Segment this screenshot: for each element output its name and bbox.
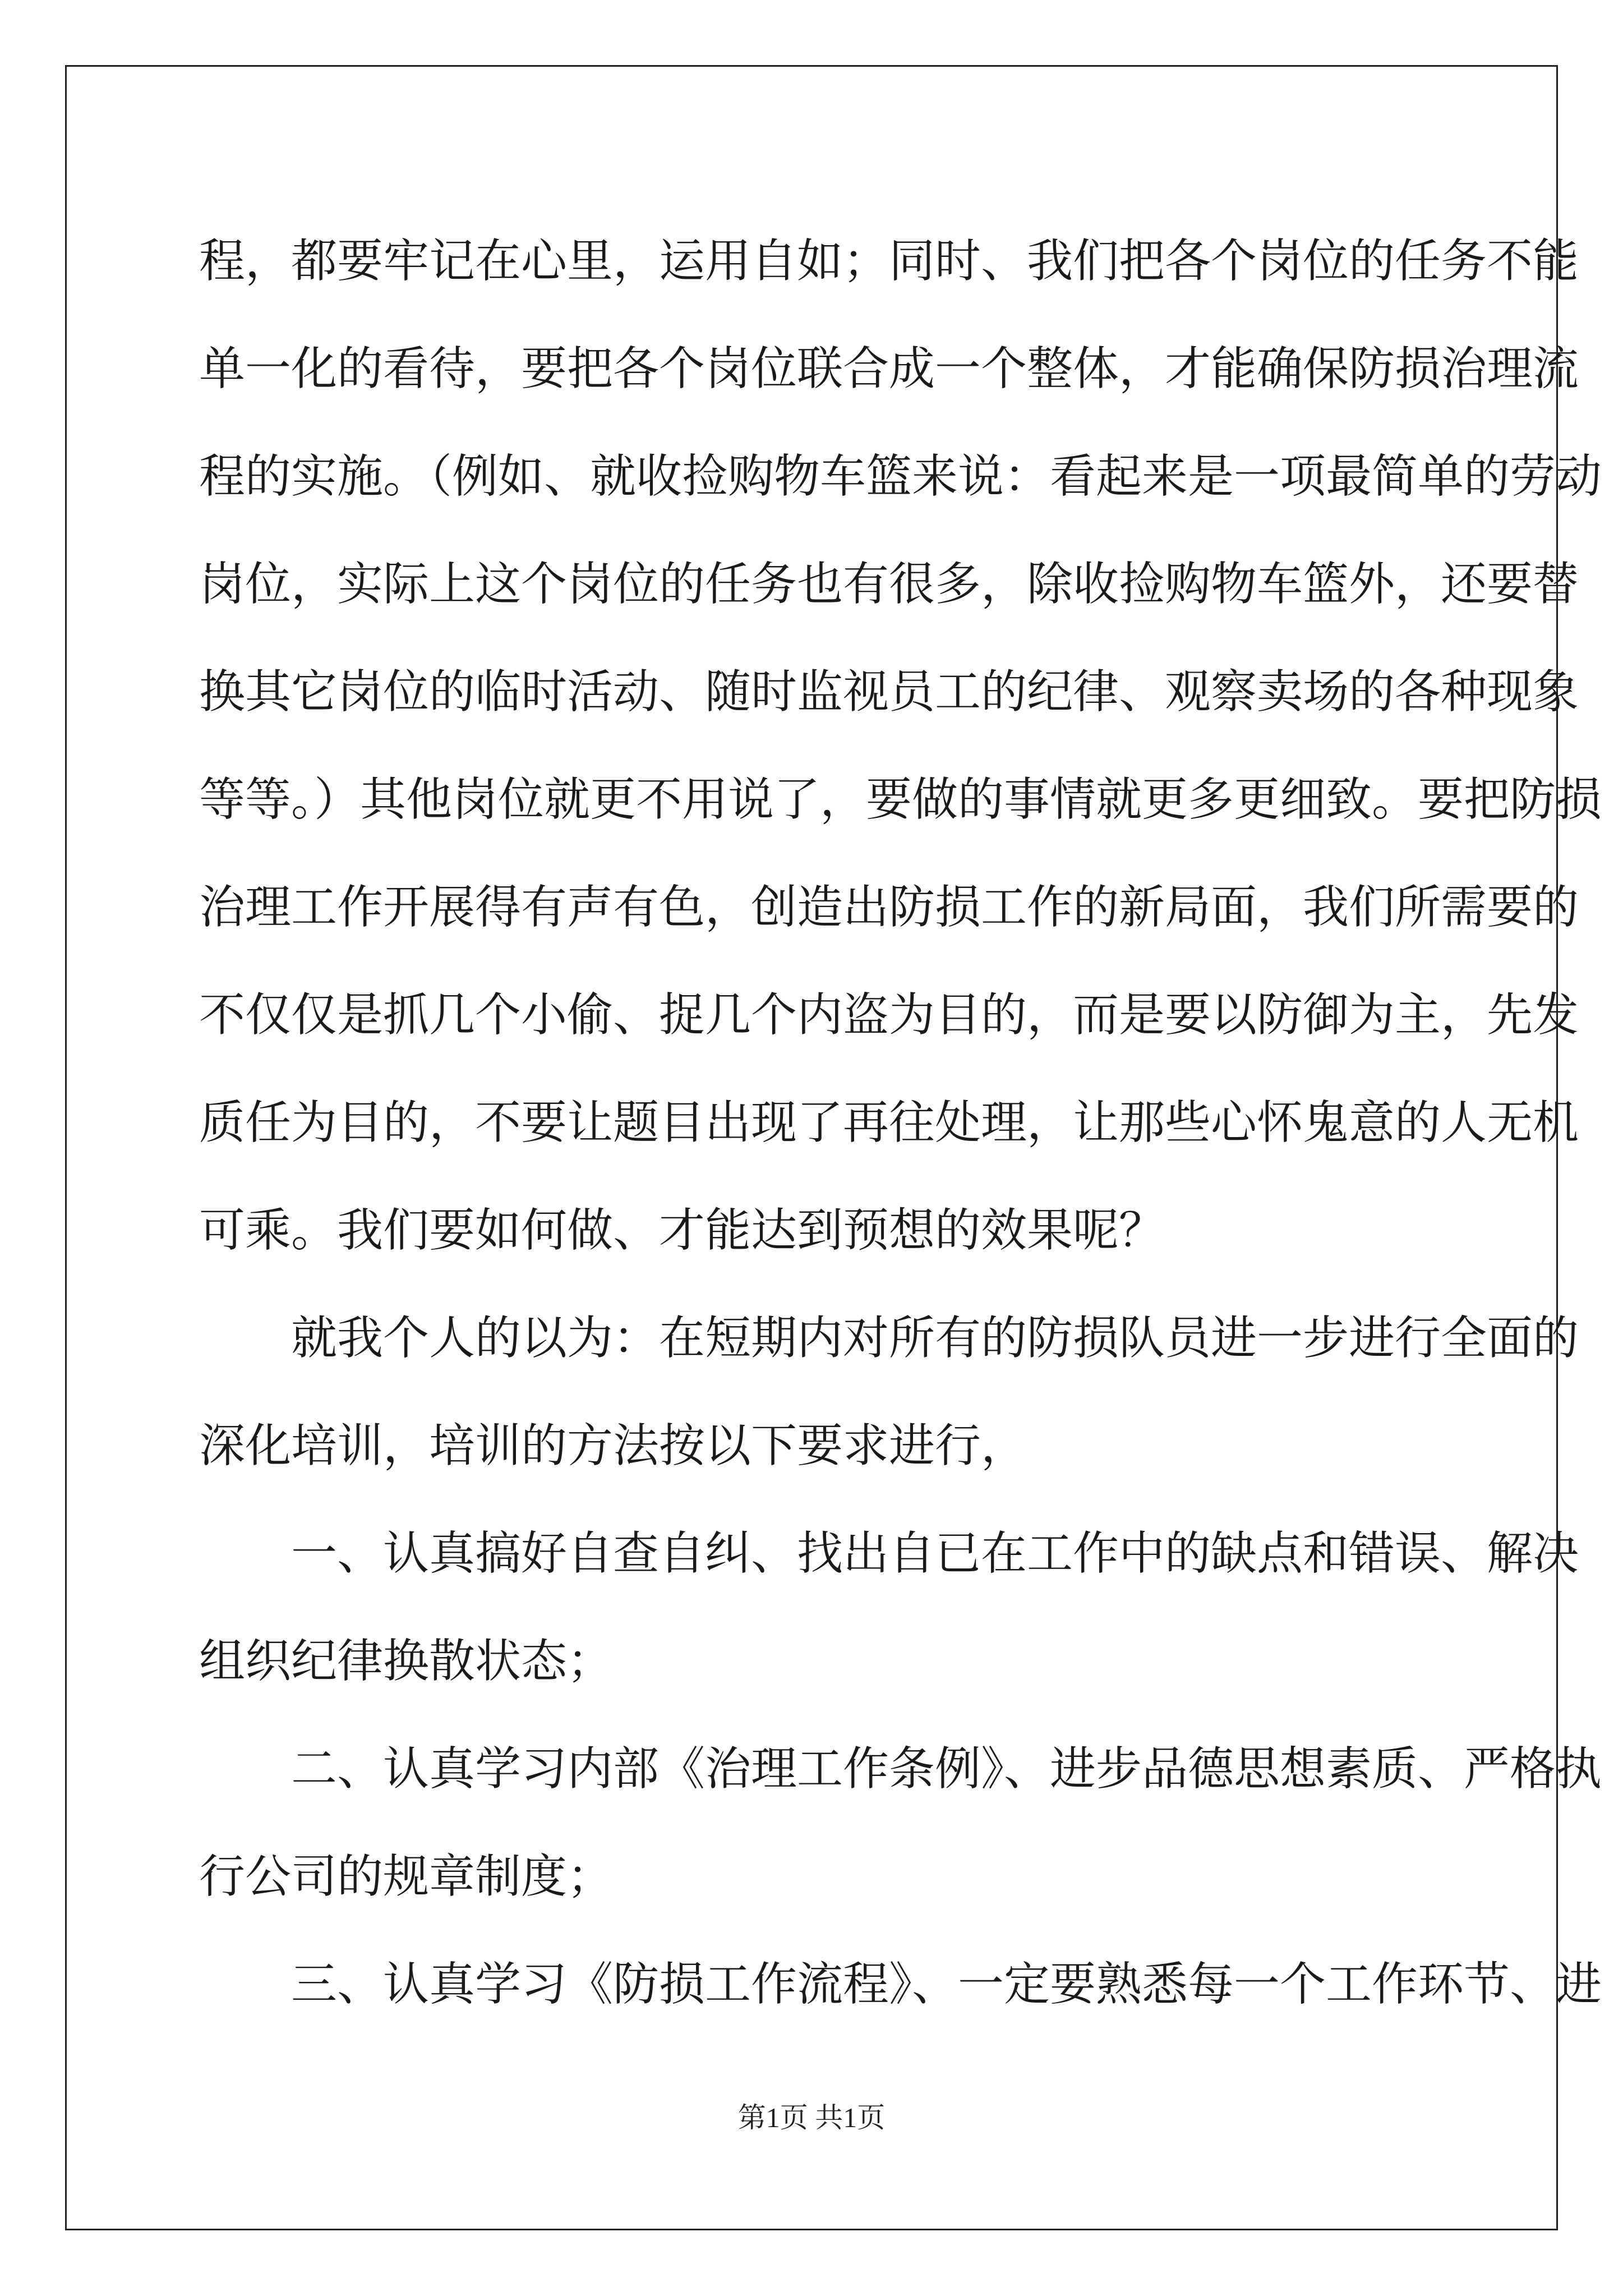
text-line: 质任为目的，不要让题目出现了再往处理，让那些心怀鬼意的人无机 <box>199 1096 1579 1149</box>
text-line: 治理工作开展得有声有色，创造出防损工作的新局面，我们所需要的 <box>199 881 1579 934</box>
list-item-2-line: 二、认真学习内部《治理工作条例》、进步品德思想素质、严格执 <box>291 1742 1602 1796</box>
text-line: 深化培训，培训的方法按以下要求进行， <box>199 1419 1027 1473</box>
text-line: 行公司的规章制度； <box>199 1850 614 1903</box>
list-item-3-line: 三、认真学习《防损工作流程》、一定要熟悉每一个工作环节、进 <box>291 1958 1602 2011</box>
text-line: 等等。）其他岗位就更不用说了，要做的事情就更多更细致。要把防损 <box>199 773 1602 826</box>
text-line: 岗位，实际上这个岗位的任务也有很多，除收捡购物车篮外，还要替 <box>199 558 1579 611</box>
text-line: 可乘。我们要如何做、才能达到预想的效果呢？ <box>199 1204 1165 1257</box>
list-item-1-line: 一、认真搞好自查自纠、找出自已在工作中的缺点和错误、解决 <box>291 1527 1579 1580</box>
paragraph-start-line: 就我个人的以为：在短期内对所有的防损队员进一步进行全面的 <box>291 1312 1579 1365</box>
document-body <box>199 208 1602 2039</box>
text-line: 换其它岗位的临时活动、随时监视员工的纪律、观察卖场的各种现象 <box>199 665 1579 719</box>
text-line: 单一化的看待，要把各个岗位联合成一个整体，才能确保防损治理流 <box>199 342 1579 395</box>
page-number-footer: 第1页 共1页 <box>737 2102 886 2133</box>
text-line: 不仅仅是抓几个小偷、捉几个内盗为目的，而是要以防御为主，先发 <box>199 988 1579 1042</box>
text-line: 程的实施。（例如、就收捡购物车篮来说：看起来是一项最简单的劳动 <box>199 450 1602 503</box>
text-line: 组织纪律换散状态； <box>199 1635 614 1688</box>
text-line: 程，都要牢记在心里，运用自如；同时、我们把各个岗位的任务不能 <box>199 234 1579 288</box>
